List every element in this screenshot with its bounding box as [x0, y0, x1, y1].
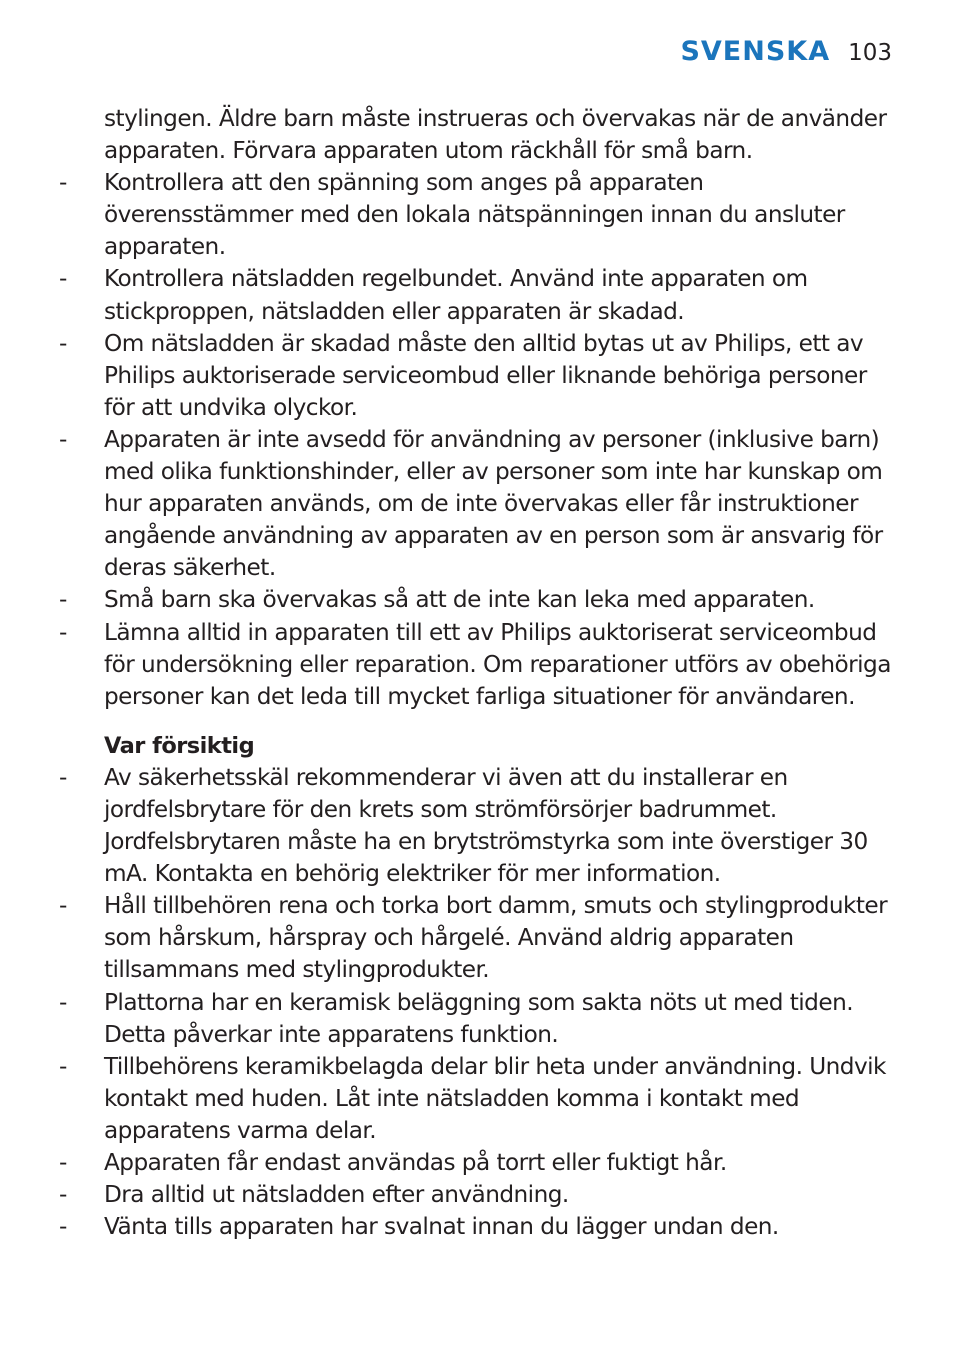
- intro-paragraph: stylingen. Äldre barn måste instrueras och övervakas när de använder apparaten. Förvara apparaten utom räckhåll för små barn.: [104, 105, 887, 165]
- list-item-text: Tillbehörens keramikbelagda delar blir heta under användning. Undvik kontakt med huden. Låt inte nätsladden komma i kontakt med apparatens varma delar.: [104, 1052, 886, 1144]
- bullet-dash: -: [59, 1052, 67, 1080]
- bullet-dash: -: [59, 586, 67, 614]
- bullet-dash: -: [59, 1149, 67, 1176]
- bullet-dash: -: [59, 169, 67, 197]
- list-item-text: Plattorna har en keramisk beläggning som sakta nöts ut med tiden. Detta påverkar inte apparatens funktion.: [104, 988, 854, 1048]
- list-item: [56, 762, 896, 890]
- list-item: [56, 890, 896, 986]
- document-body: [56, 103, 896, 1243]
- list-item: [56, 167, 896, 263]
- bullet-dash: -: [59, 265, 67, 293]
- list-item: [56, 328, 896, 424]
- list-item-text: Lämna alltid in apparaten till ett av Philips auktoriserat serviceombud för undersökning eller reparation. Om reparationer utförs av obehöriga personer kan det leda till mycket farliga situationer för användaren.: [104, 618, 891, 710]
- bullet-dash: -: [59, 1213, 67, 1241]
- list-item: [56, 1147, 896, 1179]
- section-title: SVENSKA: [680, 36, 831, 67]
- list-item-text: Håll tillbehören rena och torka bort damm, smuts och stylingprodukter som hårskum, hårspray och hårgelé. Använd aldrig apparaten tillsammans med stylingprodukter.: [104, 892, 888, 984]
- list-item: [56, 584, 896, 616]
- bullet-dash: -: [59, 425, 67, 453]
- bullet-dash: -: [59, 763, 67, 791]
- caution-list: [56, 762, 896, 1243]
- safety-list: [56, 167, 896, 713]
- list-item: [56, 1211, 896, 1243]
- list-item-text: Små barn ska övervakas så att de inte kan leka med apparaten.: [104, 586, 815, 614]
- list-item-text: Kontrollera att den spänning som anges på apparaten överensstämmer med den lokala nätspänningen innan du ansluter apparaten.: [104, 169, 845, 261]
- page-number: 103: [848, 40, 892, 66]
- bullet-dash: -: [59, 329, 67, 357]
- caution-heading: Var försiktig: [104, 732, 255, 759]
- list-item-text: Kontrollera nätsladden regelbundet. Använd inte apparaten om stickproppen, nätsladden eller apparaten är skadad.: [104, 265, 808, 325]
- list-item: [56, 617, 896, 713]
- list-item: [56, 987, 896, 1051]
- list-item: [56, 1051, 896, 1147]
- bullet-dash: -: [59, 618, 67, 646]
- list-item-text: Dra alltid ut nätsladden efter användning.: [104, 1181, 569, 1209]
- list-item-text: Av säkerhetsskäl rekommenderar vi även att du installerar en jordfelsbrytare för den krets som strömförsörjer badrummet. Jordfelsbrytaren måste ha en brytströmstyrka som inte överstiger 30 mA. Kontakta en behörig elektriker för mer information.: [104, 763, 868, 888]
- list-item: [56, 1179, 896, 1211]
- list-item-text: Apparaten är inte avsedd för användning av personer (inklusive barn) med olika funktionshinder, eller av personer som inte har kunskap om hur apparaten används, om de inte övervakas eller får instruktioner angående användning av apparaten av en person som är ansvarig för deras säkerhet.: [104, 425, 883, 582]
- list-item-text: Om nätsladden är skadad måste den alltid bytas ut av Philips, ett av Philips auktoriserade serviceombud eller liknande behöriga personer för att undvika olyckor.: [104, 329, 867, 421]
- list-item: [56, 263, 896, 327]
- list-item-text: Apparaten får endast användas på torrt eller fuktigt hår.: [104, 1149, 727, 1176]
- bullet-dash: -: [59, 1181, 67, 1209]
- page-header: [680, 36, 892, 67]
- bullet-dash: -: [59, 892, 67, 920]
- bullet-dash: -: [59, 988, 67, 1016]
- list-item-text: Vänta tills apparaten har svalnat innan du lägger undan den.: [104, 1213, 779, 1241]
- list-item: [56, 424, 896, 584]
